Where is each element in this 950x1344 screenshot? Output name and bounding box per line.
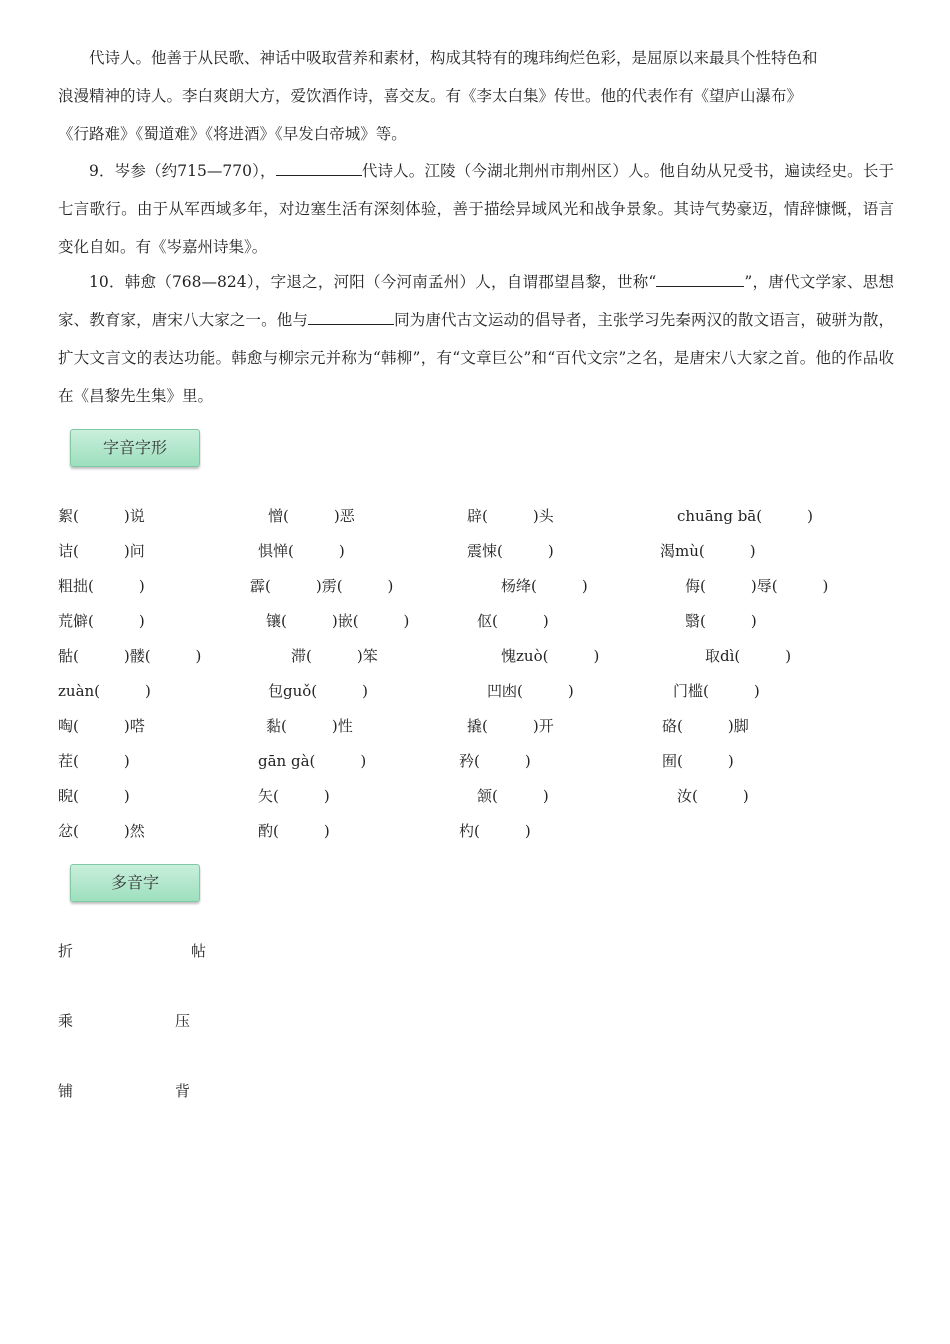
text-line: 《行路难》《蜀道难》《将进酒》《早发白帝城》等。 [58, 125, 407, 143]
exercise-item: 颔( ) [477, 787, 549, 805]
exercise-item: 诘( )问 [58, 542, 145, 560]
exercise-item: 取dì( ) [705, 647, 792, 665]
text-segment: 同为唐代古文运动的倡导者，主张学习先秦两汉的散文语言，破骈为散，扩大文言文的表达功能。韩愈与柳宗元并称为“韩柳”，有“文章巨公”和“百代文宗”之名，是唐宋八大家之首。他的作品收在《昌黎先生集》里。 [58, 311, 894, 405]
polyphone-char: 背 [175, 1082, 191, 1100]
section-header-duo-yin-zi: 多音字 [70, 864, 200, 902]
paragraph-li-bai [58, 39, 894, 153]
polyphone-char: 铺 [58, 1082, 74, 1100]
exercise-item: 茬( ) [58, 752, 130, 770]
exercise-item: zuàn( ) [58, 682, 151, 700]
exercise-item: 侮( )辱( ) [685, 577, 829, 595]
text-segment: 代诗人。江陵（今湖北荆州市荆州区）人。他自幼从兄受书，遍读经史。长于七言歌行。由于从军西域多年，对边塞生活有深刻体验，善于描绘异域风光和战争景象。其诗气势豪迈，情辞慷慨，语言变化自如。有《岑嘉州诗集》。 [58, 162, 894, 256]
exercise-item: 囿( ) [662, 752, 734, 770]
exercise-item: 杓( ) [459, 822, 531, 840]
exercise-item: chuāng bā( ) [677, 507, 813, 525]
exercise-item: 酌( ) [258, 822, 330, 840]
exercise-item: 矢( ) [258, 787, 330, 805]
exercise-item: 滞( )笨 [291, 647, 378, 665]
exercise-item: 忿( )然 [58, 822, 145, 840]
section-header-zi-yin-zi-xing: 字音字形 [70, 429, 200, 467]
fill-blank[interactable] [656, 268, 744, 287]
exercise-item: 辟( )头 [467, 507, 554, 525]
text-segment: 9．岑参（约715—770）， [89, 162, 276, 180]
exercise-item: 粗拙( ) [58, 577, 145, 595]
exercise-item: 镶( )嵌( ) [266, 612, 410, 630]
exercise-item: gān gà( ) [258, 752, 367, 770]
fill-blank[interactable] [308, 306, 394, 325]
text-segment: 10．韩愈（768—824），字退之，河阳（今河南孟州）人，自谓郡望昌黎，世称“ [89, 273, 657, 291]
exercise-item: 憎( )恶 [268, 507, 355, 525]
polyphone-char: 折 [58, 942, 74, 960]
text-segment: ”，唐代文学家、思想家、教育家，唐宋八大家之一。他与 [58, 273, 894, 329]
exercise-item: 震悚( ) [467, 542, 554, 560]
exercise-item: 翳( ) [685, 612, 757, 630]
exercise-item: 睨( ) [58, 787, 130, 805]
polyphone-char: 压 [175, 1012, 191, 1030]
exercise-item: 撬( )开 [467, 717, 554, 735]
text-line: 代诗人。他善于从民歌、神话中吸取营养和素材，构成其特有的瑰玮绚烂色彩，是屈原以来最具个性特色和 [89, 49, 818, 67]
exercise-item: 伛( ) [477, 612, 549, 630]
paragraph-han-yu [58, 263, 894, 415]
exercise-item: 包guǒ( ) [268, 682, 368, 700]
exercise-item: 黏( )性 [266, 717, 353, 735]
exercise-item: 硌( )脚 [662, 717, 749, 735]
exercise-item: 啕( )嗒 [58, 717, 145, 735]
exercise-item: 愧zuò( ) [501, 647, 600, 665]
exercise-item: 渴mù( ) [660, 542, 756, 560]
exercise-item: 骷( )髅( ) [58, 647, 202, 665]
exercise-item: 惧惮( ) [258, 542, 345, 560]
exercise-item: 絮( )说 [58, 507, 145, 525]
exercise-item: 汝( ) [677, 787, 749, 805]
exercise-item: 荒僻( ) [58, 612, 145, 630]
exercise-item: 霹( )雳( ) [250, 577, 394, 595]
fill-blank[interactable] [276, 157, 362, 176]
text-line: 浪漫精神的诗人。李白爽朗大方，爱饮酒作诗，喜交友。有《李太白集》传世。他的代表作有《望庐山瀑布》 [58, 87, 803, 105]
exercise-item: 门槛( ) [673, 682, 760, 700]
paragraph-cen-shen [58, 152, 894, 266]
exercise-item: 杨绛( ) [501, 577, 588, 595]
polyphone-char: 乘 [58, 1012, 74, 1030]
exercise-item: 凹凼( ) [487, 682, 574, 700]
polyphone-char: 帖 [191, 942, 207, 960]
exercise-item: 矜( ) [459, 752, 531, 770]
